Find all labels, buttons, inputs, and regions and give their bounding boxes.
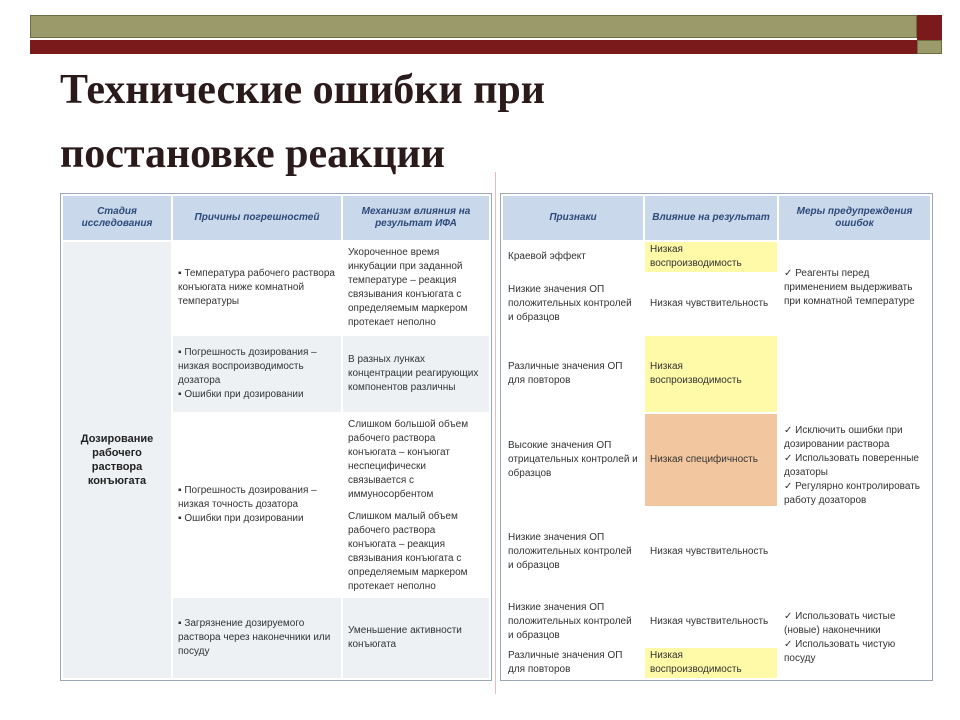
mechanism-cell-4: Слишком малый объем рабочего раствора конъюгата – реакция связывания конъюгата с определяемым маркером протекает неполно	[348, 511, 468, 592]
impact-cell-6: Низкая чувствительность	[650, 616, 769, 627]
corner-square-maroon	[917, 15, 942, 40]
impact-cell-4: Низкая специфичность	[645, 414, 777, 506]
measure-1-item-1: ✓ Реагенты перед применением выдерживать при комнатной температуре	[784, 267, 925, 309]
mechanism-cell-3: Слишком большой объем рабочего раствора конъюгата – конъюгат неспецифически связывается с иммуносорбентом	[348, 419, 469, 500]
header-measures: Меры предупреждения ошибок	[779, 196, 930, 240]
mechanism-cell-2: В разных лунках концентрации реагирующих компонентов различны	[343, 336, 489, 412]
mechanism-cell-5: Уменьшение активности конъюгата	[343, 598, 489, 678]
cause-1-item-1: ▪ Температура рабочего раствора конъюгата ниже комнатной температуры	[178, 267, 336, 309]
impact-cell-7: Низкая воспроизводимость	[645, 648, 777, 678]
cause-cell-3	[173, 414, 341, 596]
header-impact: Влияние на результат	[645, 196, 777, 240]
cause-3-item-1: ▪ Погрешность дозирования – низкая точность дозатора	[178, 484, 336, 512]
header-causes: Причины погрешностей	[173, 196, 341, 240]
header-stage: Стадия исследования	[63, 196, 171, 240]
measure-2-item-1: ✓ Исключить ошибки при дозировании раствора	[784, 424, 925, 452]
measure-cell-3	[779, 598, 930, 678]
cause-cell-2	[173, 336, 341, 412]
cause-4-item-1: ▪ Загрязнение дозируемого раствора через наконечники или посуду	[178, 617, 336, 659]
sign-cell-1: Краевой эффект	[508, 251, 586, 262]
cause-cell-4	[173, 598, 341, 678]
header-mechanism: Механизм влияния на результат ИФА	[343, 196, 489, 240]
slide-title	[60, 58, 780, 186]
sign-cell-5: Низкие значения ОП положительных контролей и образцов	[508, 532, 632, 571]
measure-3-item-1: ✓ Использовать чистые (новые) наконечники	[784, 610, 925, 638]
measure-cell-2	[779, 336, 930, 596]
impact-cell-5: Низкая чувствительность	[650, 546, 769, 557]
sign-cell-6: Низкие значения ОП положительных контролей и образцов	[508, 602, 632, 641]
corner-square-olive	[917, 40, 942, 54]
mechanism-cell-1: Укороченное время инкубации при заданной температуре – реакция связывания конъюгата с определяемым маркером протекает неполно	[348, 247, 468, 328]
sign-cell-7: Различные значения ОП для повторов	[508, 650, 623, 675]
header-signs: Признаки	[503, 196, 643, 240]
impact-cell-3: Низкая воспроизводимость	[645, 336, 777, 412]
cause-3-item-2: ▪ Ошибки при дозировании	[178, 512, 336, 526]
header-bar-olive	[30, 15, 917, 38]
page-split-line	[495, 172, 496, 694]
cause-2-item-1: ▪ Погрешность дозирования – низкая воспроизводимость дозатора	[178, 346, 336, 388]
cause-cell-1	[173, 242, 341, 334]
impact-cell-2: Низкая чувствительность	[650, 298, 769, 309]
right-table-panel	[500, 193, 933, 681]
impact-cell-1: Низкая воспроизводимость	[645, 242, 777, 272]
measure-2-item-3: ✓ Регулярно контролировать работу дозаторов	[784, 480, 925, 508]
sign-cell-4: Высокие значения ОП отрицательных контролей и образцов	[508, 440, 638, 479]
sign-cell-3: Различные значения ОП для повторов	[508, 361, 623, 386]
measure-3-item-2: ✓ Использовать чистую посуду	[784, 638, 925, 666]
measure-cell-1	[779, 242, 930, 334]
sign-cell-2: Низкие значения ОП положительных контролей и образцов	[508, 284, 632, 323]
stage-cell: Дозирование рабочего раствора конъюгата	[63, 242, 171, 678]
slide-title-line-2: постановке реакции	[60, 131, 445, 177]
header-bar-maroon	[30, 40, 917, 54]
measure-2-item-2: ✓ Использовать поверенные дозаторы	[784, 452, 925, 480]
cause-2-item-2: ▪ Ошибки при дозировании	[178, 388, 336, 402]
left-table-panel	[60, 193, 492, 681]
slide-title-line-1: Технические ошибки при	[60, 67, 545, 113]
